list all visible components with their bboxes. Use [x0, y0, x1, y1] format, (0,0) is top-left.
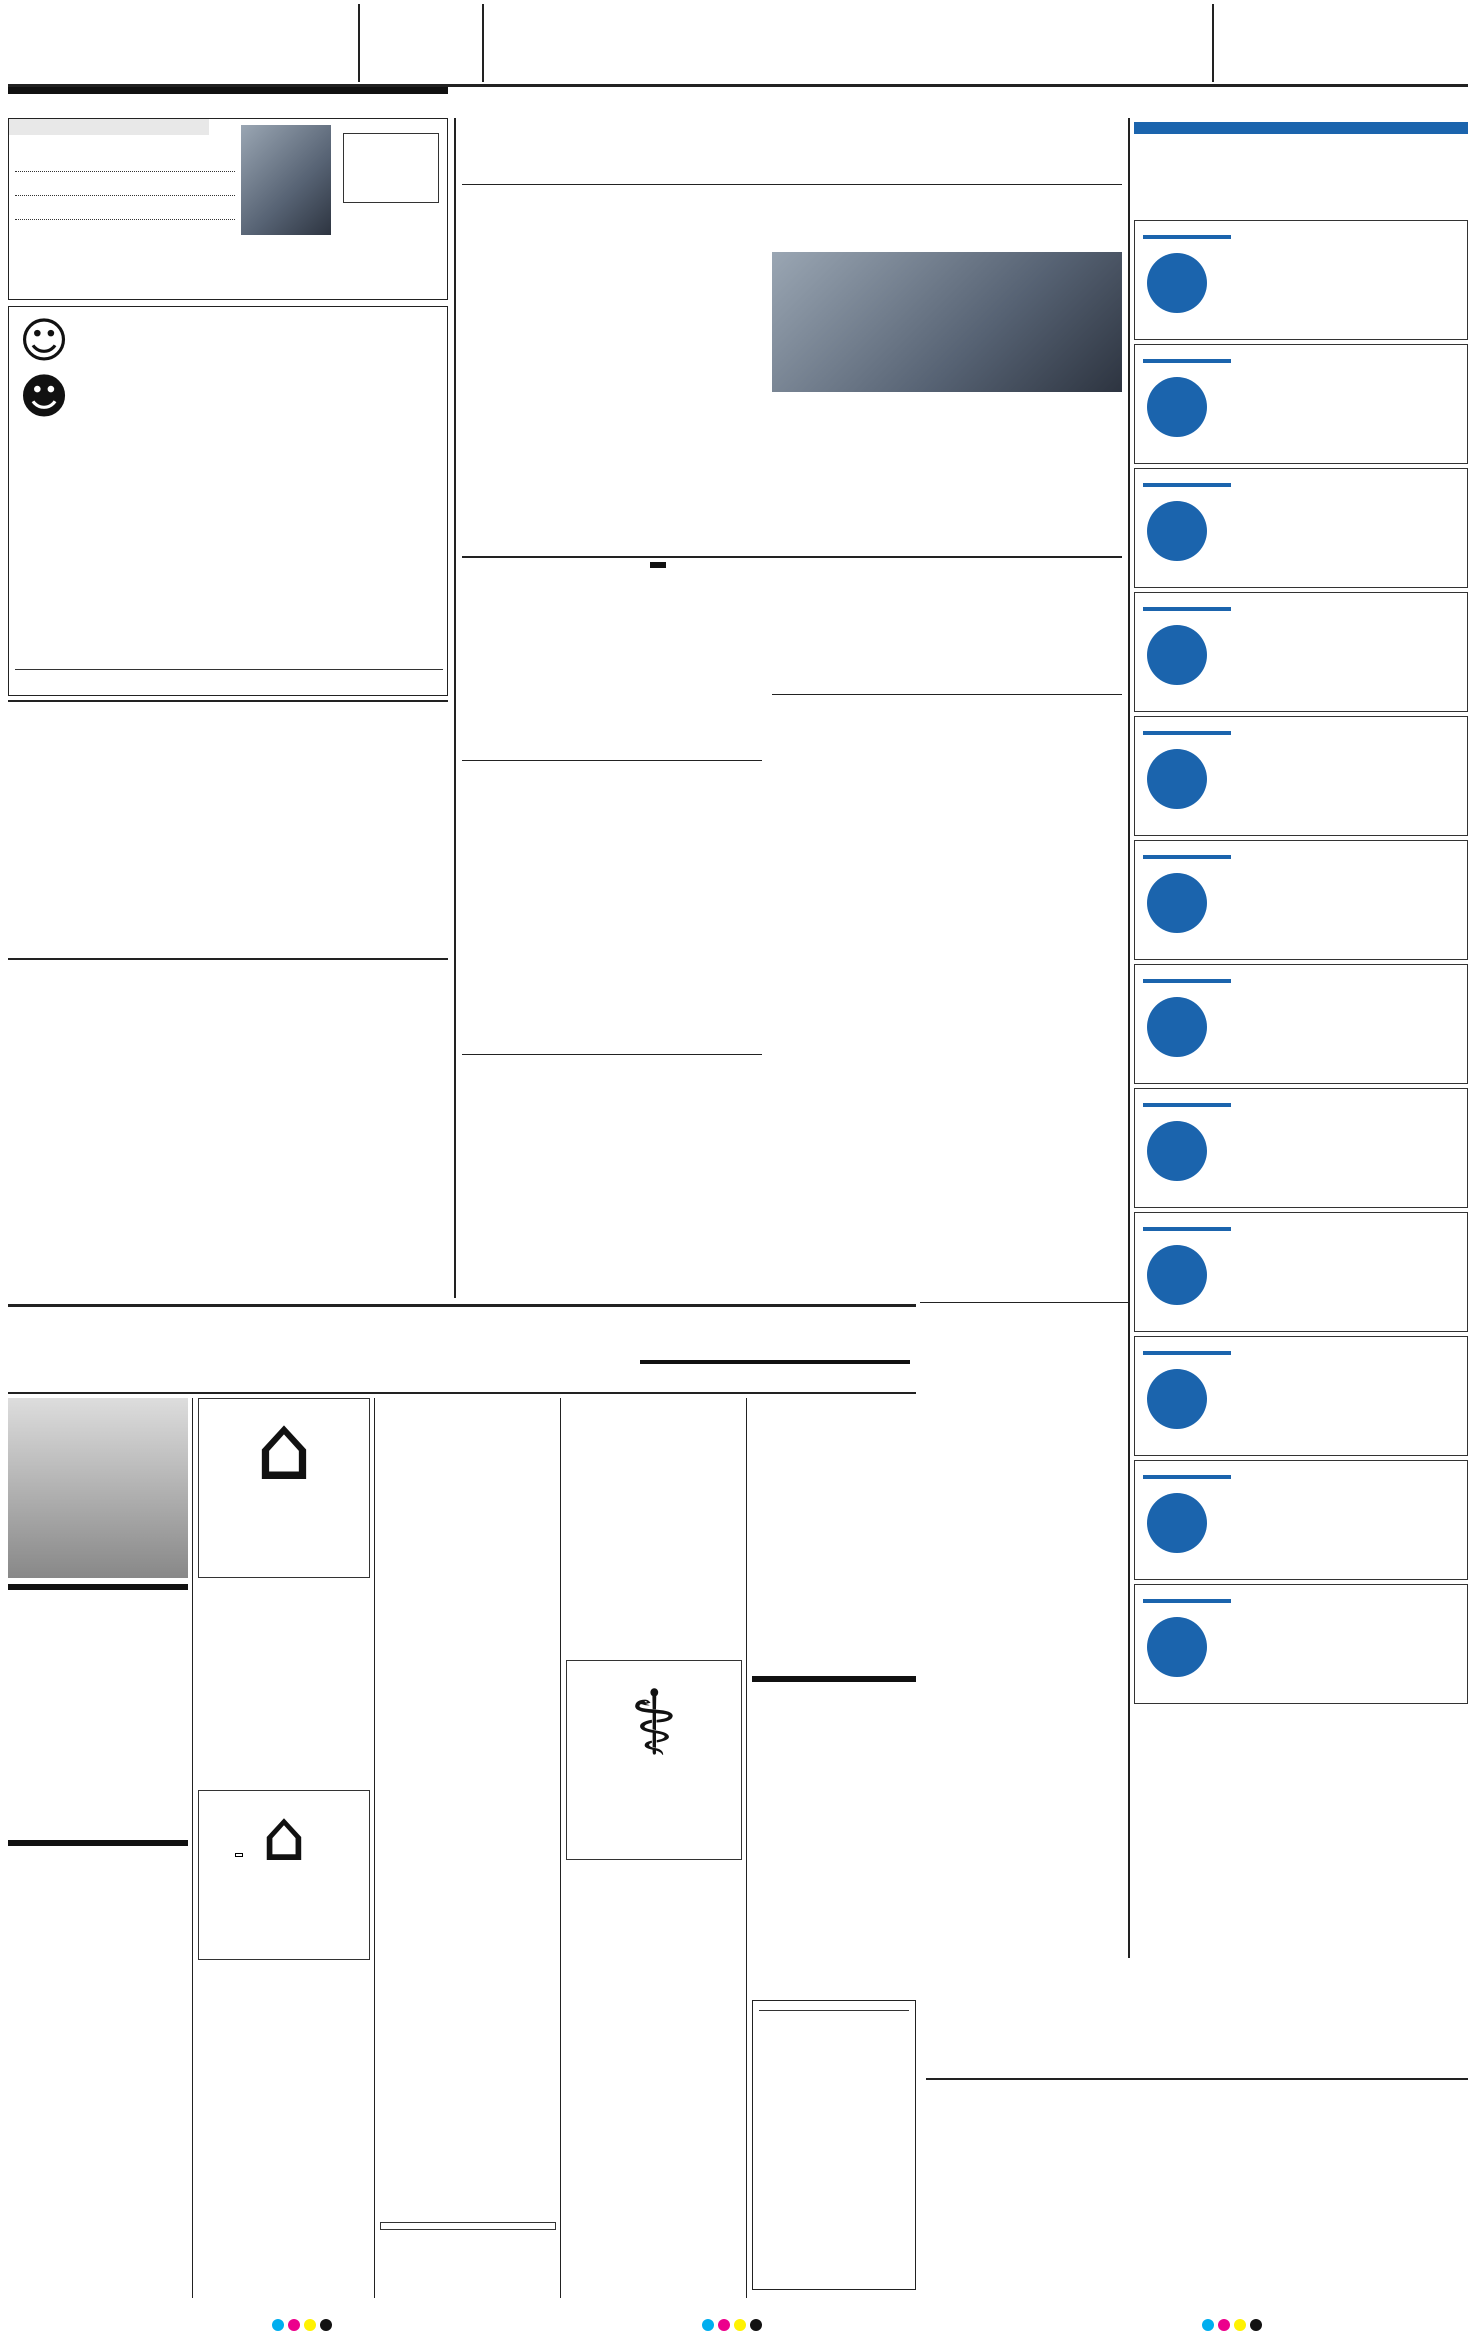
- print-registration-dots-right: [1200, 2316, 1264, 2335]
- bride-wanted-header: [8, 1584, 188, 1590]
- zodiac-sign: [1134, 592, 1468, 712]
- print-registration-dots-center: [700, 2316, 764, 2335]
- sale-ads: [198, 1614, 370, 1622]
- birthday-name-field[interactable]: [15, 171, 235, 172]
- healthcare-box: [566, 1660, 742, 1860]
- zodiac-sign-text: [1227, 845, 1463, 955]
- malkangiri-body: [772, 740, 1122, 1010]
- zodiac-symbol-icon: [1147, 749, 1207, 809]
- zodiac-symbol-icon: [1147, 377, 1207, 437]
- zodiac-symbol-icon: [1147, 253, 1207, 313]
- zodiac-symbol-icon: [1147, 997, 1207, 1057]
- birthday-age-field[interactable]: [15, 195, 235, 196]
- zodiac-symbol-icon: [1147, 501, 1207, 561]
- zodiac-sign-text: [1227, 969, 1463, 1079]
- ganja-body: [8, 1028, 148, 1292]
- birthday-title: [9, 119, 209, 135]
- zodiac-sign-name: [1143, 1227, 1231, 1231]
- zodiac-sign: [1134, 840, 1468, 960]
- zodiac-sign-name: [1143, 1475, 1231, 1479]
- affidavit-header: [752, 1676, 916, 1682]
- zodiac-sign-name: [1143, 359, 1231, 363]
- zodiac-symbol-icon: [1147, 1121, 1207, 1181]
- notice-title: [759, 2007, 909, 2011]
- purusha-continued-tag: [650, 562, 666, 568]
- tolet-ads: [198, 1964, 556, 1970]
- ganja-body-2: [156, 1028, 296, 1292]
- col3-ads: [380, 1398, 556, 1404]
- zodiac-sign-text: [1227, 349, 1463, 459]
- main-body: [462, 210, 762, 550]
- zodiac-sign-text: [1227, 597, 1463, 707]
- to-let-sign: [235, 1853, 243, 1857]
- smart-body: [462, 800, 762, 1050]
- purusha-body-2: [772, 564, 1122, 688]
- dhagadhamali-box: [8, 306, 448, 696]
- zodiac-sign-name: [1143, 979, 1231, 983]
- zodiac-sign-name: [1143, 1599, 1231, 1603]
- zodiac-sign: [1134, 220, 1468, 340]
- rashifala-title: [1134, 122, 1468, 134]
- zodiac-sign-name: [1143, 1351, 1231, 1355]
- promo-story: [488, 4, 1208, 84]
- birthday-date-field[interactable]: [15, 219, 235, 220]
- zodiac-sign: [1134, 468, 1468, 588]
- zodiac-sign: [1134, 1088, 1468, 1208]
- print-registration-dots-left: [270, 2316, 334, 2335]
- gopabandhu-body: [926, 1426, 1122, 1716]
- to-let-box: [198, 1790, 370, 1960]
- masthead-logo: [8, 6, 248, 68]
- zodiac-sign: [1134, 344, 1468, 464]
- zodiac-sign-text: [1227, 1341, 1463, 1451]
- zodiac-sign-name: [1143, 1103, 1231, 1107]
- dhagadhamali-footer: [15, 669, 443, 673]
- zodiac-list: [1134, 220, 1468, 1720]
- groom-ads: [8, 1868, 188, 1876]
- main-body-2: [772, 398, 1122, 548]
- zodiac-sign-text: [1227, 1589, 1463, 1699]
- zodiac-sign: [1134, 1584, 1468, 1704]
- zodiac-sign-text: [1227, 225, 1463, 335]
- baghuni-body: [8, 782, 223, 952]
- real-estate-box: [198, 1398, 370, 1578]
- zodiac-sign-text: [1227, 721, 1463, 831]
- notice-box: [752, 2000, 916, 2290]
- zodiac-sign-name: [1143, 855, 1231, 859]
- srimandir-body: [926, 2148, 1468, 2298]
- baghuni-body-2: [232, 766, 448, 952]
- zodiac-symbol-icon: [1147, 873, 1207, 933]
- zodiac-symbol-icon: [1147, 1493, 1207, 1553]
- birthday-photo-placeholder: [343, 133, 439, 203]
- zodiac-sign: [1134, 1212, 1468, 1332]
- ganja-body-3: [304, 1028, 448, 1292]
- groom-wanted-header: [8, 1840, 188, 1846]
- gopabandhu-body-2: [926, 1720, 1122, 2072]
- zodiac-sign-text: [1227, 473, 1463, 583]
- zodiac-sign: [1134, 716, 1468, 836]
- dhagadhamali-text: [15, 503, 443, 663]
- zodiac-sign-text: [1227, 1093, 1463, 1203]
- zodiac-sign-name: [1143, 235, 1231, 239]
- zodiac-sign-name: [1143, 483, 1231, 487]
- zodiac-symbol-icon: [1147, 1617, 1207, 1677]
- zodiac-sign-text: [1227, 1465, 1463, 1575]
- bride-ads: [8, 1612, 188, 1620]
- purusha-body: [462, 604, 762, 754]
- mushroom-body: [462, 1094, 762, 1290]
- zodiac-sign-text: [1227, 1217, 1463, 1327]
- zodiac-symbol-icon: [1147, 1245, 1207, 1305]
- main-story-photo: [772, 252, 1122, 392]
- matrimonial-image: [8, 1398, 188, 1578]
- dateline-bar: [8, 86, 448, 94]
- zodiac-sign-name: [1143, 607, 1231, 611]
- zodiac-sign: [1134, 1336, 1468, 1456]
- birthday-photo: [241, 125, 331, 235]
- zodiac-symbol-icon: [1147, 625, 1207, 685]
- zodiac-symbol-icon: [1147, 1369, 1207, 1429]
- classifieds-phone: [640, 1360, 910, 1364]
- cartoon-faces-icon: ☺☻: [19, 313, 70, 425]
- zodiac-sign-name: [1143, 731, 1231, 735]
- birthday-coupon: [8, 118, 448, 300]
- email-box: [380, 2222, 556, 2230]
- stethoscope-icon: ⚕: [629, 1671, 679, 1776]
- house-icon: ⌂: [255, 1396, 313, 1501]
- zodiac-sign: [1134, 1460, 1468, 1580]
- malkangiri-body-2: [772, 1012, 1122, 1292]
- to-let-house-icon: ⌂: [261, 1795, 307, 1877]
- zodiac-sign: [1134, 964, 1468, 1084]
